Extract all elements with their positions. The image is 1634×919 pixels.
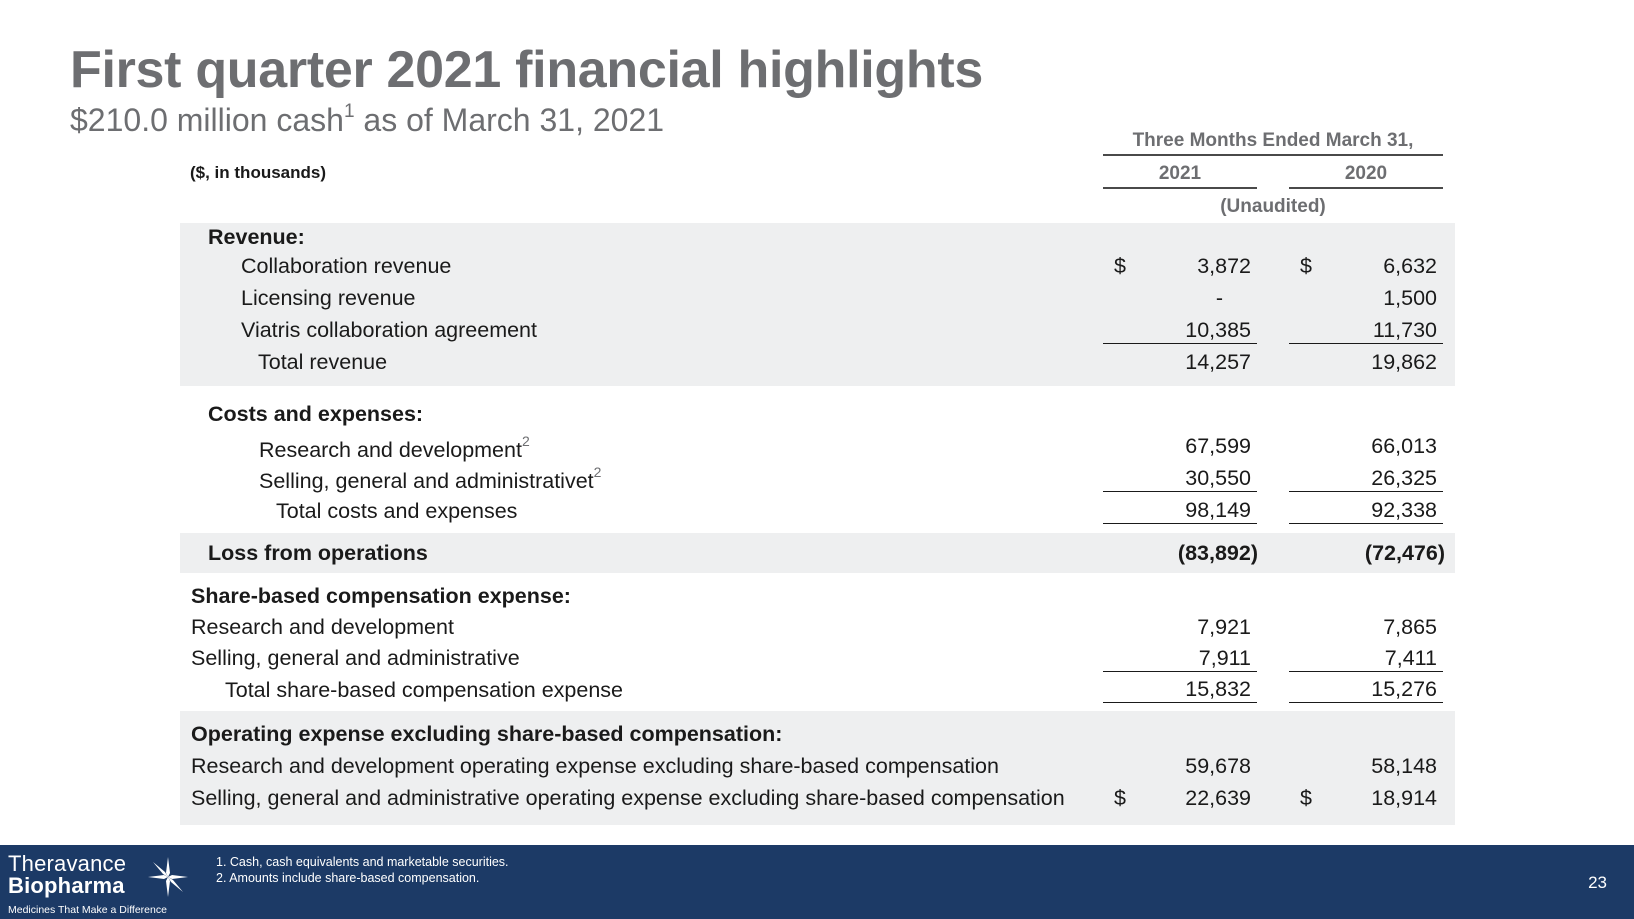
subtitle-text: $210.0 million cash xyxy=(70,102,344,138)
opex-sga-2021: 22,639 xyxy=(1185,786,1251,810)
collaboration-revenue-dollar-2020: $ xyxy=(1300,254,1312,278)
costs-rd-2021: 67,599 xyxy=(1185,434,1251,458)
opex-sga-dollar-2021: $ xyxy=(1114,786,1126,810)
sbc-rd-label: Research and development xyxy=(191,615,454,639)
sbc-sga-2020: 7,411 xyxy=(1289,646,1443,672)
slide-subtitle xyxy=(70,102,664,139)
year-header-rule-2020 xyxy=(1289,187,1443,189)
total-costs-label: Total costs and expenses xyxy=(276,499,518,523)
viatris-agreement-label: Viatris collaboration agreement xyxy=(241,318,537,342)
year-header-rule-2021 xyxy=(1103,187,1257,189)
costs-rd-footnote-marker: 2 xyxy=(521,433,530,449)
sbc-rd-2020: 7,865 xyxy=(1383,615,1437,639)
subtitle-date: as of March 31, 2021 xyxy=(354,102,665,138)
footnote-2: 2. Amounts include share-based compensation. xyxy=(216,871,480,885)
opex-heading: Operating expense excluding share-based compensation: xyxy=(191,722,783,746)
total-revenue-2020: 19,862 xyxy=(1371,350,1437,374)
subtitle-footnote-marker: 1 xyxy=(343,101,355,123)
viatris-agreement-2021: 10,385 xyxy=(1103,318,1257,344)
collaboration-revenue-label: Collaboration revenue xyxy=(241,254,452,278)
total-revenue-label: Total revenue xyxy=(258,350,388,374)
loss-from-operations-label: Loss from operations xyxy=(208,541,428,565)
collaboration-revenue-2021: 3,872 xyxy=(1197,254,1251,278)
licensing-revenue-label: Licensing revenue xyxy=(241,286,416,310)
costs-sga-footnote-marker: 2 xyxy=(593,464,602,480)
costs-sga-2020: 26,325 xyxy=(1289,466,1443,492)
company-logo xyxy=(8,853,167,916)
logo-wordmark-line2: Biopharma xyxy=(8,873,125,898)
sbc-total-label: Total share-based compensation expense xyxy=(225,678,624,702)
total-costs-2021: 98,149 xyxy=(1103,498,1257,524)
year-header-2020: 2020 xyxy=(1344,163,1388,184)
sbc-sga-2021: 7,911 xyxy=(1103,646,1257,672)
loss-from-operations-2021: (83,892) xyxy=(1177,541,1258,565)
period-header-rule xyxy=(1103,154,1443,156)
viatris-agreement-2020: 11,730 xyxy=(1289,318,1443,344)
costs-sga-label-text: Selling, general and administrativet xyxy=(259,469,594,494)
page-number: 23 xyxy=(1588,873,1607,892)
sbc-rd-2021: 7,921 xyxy=(1197,615,1251,639)
collaboration-revenue-2020: 6,632 xyxy=(1383,254,1437,278)
costs-heading: Costs and expenses: xyxy=(208,402,424,426)
period-header: Three Months Ended March 31, xyxy=(1132,130,1414,151)
units-label: ($, in thousands) xyxy=(190,163,326,182)
revenue-heading: Revenue: xyxy=(208,225,305,249)
sbc-heading: Share-based compensation expense: xyxy=(191,584,571,608)
footnotes xyxy=(216,854,509,886)
logo-tagline: Medicines That Make a Difference xyxy=(8,904,167,916)
total-revenue-2021: 14,257 xyxy=(1185,350,1251,374)
collaboration-revenue-dollar-2021: $ xyxy=(1114,254,1126,278)
costs-rd-label xyxy=(259,433,530,463)
logo-wordmark-line1: Theravance xyxy=(8,851,127,876)
opex-sga-label: Selling, general and administrative operating expense excluding share-based compensation xyxy=(191,786,1065,810)
costs-sga-label xyxy=(259,464,602,494)
opex-sga-2020: 18,914 xyxy=(1371,786,1437,810)
sbc-sga-label: Selling, general and administrative xyxy=(191,646,520,670)
total-costs-2020: 92,338 xyxy=(1289,498,1443,524)
footnote-1: 1. Cash, cash equivalents and marketable securities. xyxy=(216,855,509,869)
costs-rd-label-text: Research and development xyxy=(259,438,522,463)
sbc-total-2021: 15,832 xyxy=(1103,677,1257,703)
loss-from-operations-2020: (72,476) xyxy=(1364,541,1445,565)
opex-sga-dollar-2020: $ xyxy=(1300,786,1312,810)
costs-sga-2021: 30,550 xyxy=(1103,466,1257,492)
opex-rd-label: Research and development operating expense excluding share-based compensation xyxy=(191,754,999,778)
starburst-icon xyxy=(146,855,190,899)
licensing-revenue-2021: - xyxy=(1215,286,1223,310)
footer-bar xyxy=(0,845,1634,919)
opex-rd-2021: 59,678 xyxy=(1185,754,1251,778)
year-header-2021: 2021 xyxy=(1158,163,1202,184)
opex-rd-2020: 58,148 xyxy=(1371,754,1437,778)
costs-rd-2020: 66,013 xyxy=(1371,434,1437,458)
unaudited-label: (Unaudited) xyxy=(1220,196,1326,217)
slide-title: First quarter 2021 financial highlights xyxy=(70,41,983,99)
licensing-revenue-2020: 1,500 xyxy=(1383,286,1437,310)
sbc-total-2020: 15,276 xyxy=(1289,677,1443,703)
